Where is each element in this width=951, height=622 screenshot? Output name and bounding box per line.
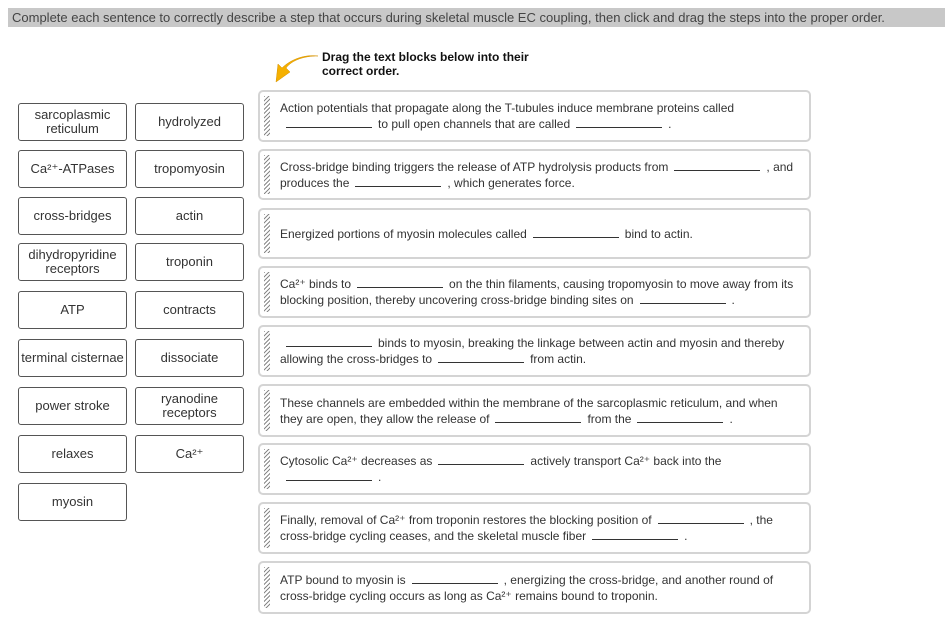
sentence-fragment: Finally, removal of Ca²⁺ from troponin restores the blocking position of: [280, 513, 652, 527]
sentence-block[interactable]: [258, 502, 811, 554]
drag-handle-icon[interactable]: [264, 96, 270, 136]
drag-handle-icon[interactable]: [264, 155, 270, 194]
answer-blank[interactable]: [674, 159, 760, 171]
answer-blank[interactable]: [286, 469, 372, 481]
sentence-text: [280, 159, 799, 191]
answer-blank[interactable]: [286, 335, 372, 347]
drag-handle-icon[interactable]: [264, 331, 270, 371]
sentence-fragment: ATP bound to myosin is: [280, 572, 406, 587]
sentence-text: [280, 395, 799, 427]
answer-blank[interactable]: [495, 411, 581, 423]
word-tile[interactable]: hydrolyzed: [135, 103, 244, 141]
answer-blank[interactable]: [286, 116, 372, 128]
answer-blank[interactable]: [533, 226, 619, 238]
answer-blank[interactable]: [357, 276, 443, 288]
word-tile[interactable]: relaxes: [18, 435, 127, 473]
sentence-fragment: .: [729, 411, 733, 426]
sentence-text: [280, 100, 799, 132]
sentence-fragment: , the cross-bridge cycling ceases, and the skeletal muscle fiber: [280, 513, 773, 543]
answer-blank[interactable]: [658, 512, 744, 524]
sentence-block[interactable]: [258, 90, 811, 142]
word-tile[interactable]: sarcoplasmic reticulum: [18, 103, 127, 141]
sentence-block[interactable]: [258, 384, 811, 437]
word-tile[interactable]: Ca²⁺: [135, 435, 244, 473]
sentence-fragment: Cross-bridge binding triggers the release of ATP hydrolysis products from: [280, 159, 669, 174]
drag-handle-icon[interactable]: [264, 567, 270, 608]
sentence-text: [280, 512, 799, 544]
sentence-text: [280, 335, 799, 367]
sentence-text: [280, 276, 799, 308]
drag-hint: Drag the text blocks below into their correct order.: [322, 50, 529, 78]
drag-handle-icon[interactable]: [264, 214, 270, 253]
drag-handle-icon[interactable]: [264, 272, 270, 312]
word-tile[interactable]: actin: [135, 197, 244, 235]
sentence-block[interactable]: [258, 325, 811, 377]
word-tile[interactable]: power stroke: [18, 387, 127, 425]
sentence-block[interactable]: [258, 149, 811, 200]
sentence-text: [280, 226, 693, 242]
sentence-fragment: binds to myosin, breaking the linkage between actin and myosin and thereby allowing the cross-bridges to: [280, 336, 785, 366]
word-tile[interactable]: dissociate: [135, 339, 244, 377]
sentence-text: [280, 453, 799, 485]
word-tile[interactable]: ATP: [18, 291, 127, 329]
sentence-fragment: from the: [587, 411, 632, 426]
sentence-fragment: .: [378, 470, 382, 484]
sentence-fragment: on the thin filaments, causing tropomyosin to move away from its blocking position, thereby uncovering cross-bridge binding sites on: [280, 277, 794, 307]
sentence-fragment: Ca²⁺ binds to: [280, 277, 352, 291]
word-tile[interactable]: terminal cisternae: [18, 339, 127, 377]
sentence-fragment: to pull open channels that are called: [378, 117, 571, 131]
answer-blank[interactable]: [576, 116, 662, 128]
sentence-block[interactable]: [258, 561, 811, 614]
drag-handle-icon[interactable]: [264, 449, 270, 489]
arrow-icon: [274, 52, 320, 84]
sentence-fragment: .: [731, 293, 735, 307]
sentence-fragment: Action potentials that propagate along the T-tubules induce membrane proteins called: [280, 101, 735, 115]
answer-blank[interactable]: [438, 351, 524, 363]
sentence-block[interactable]: [258, 266, 811, 318]
drag-handle-icon[interactable]: [264, 390, 270, 431]
word-tile[interactable]: myosin: [18, 483, 127, 521]
sentence-fragment: bind to actin.: [624, 226, 693, 241]
word-tile[interactable]: cross-bridges: [18, 197, 127, 235]
word-tile[interactable]: contracts: [135, 291, 244, 329]
sentence-text: [280, 572, 799, 604]
answer-blank[interactable]: [355, 175, 441, 187]
sentence-fragment: , which generates force.: [447, 175, 575, 190]
sentence-fragment: , energizing the cross-bridge, and another round of cross-bridge cycling occurs as long as Ca²⁺ remains bound to troponin.: [280, 572, 774, 603]
answer-blank[interactable]: [438, 453, 524, 465]
sentence-block[interactable]: [258, 443, 811, 495]
answer-blank[interactable]: [640, 292, 726, 304]
word-tile[interactable]: troponin: [135, 243, 244, 281]
sentence-block[interactable]: [258, 208, 811, 259]
word-tile[interactable]: ryanodine receptors: [135, 387, 244, 425]
sentence-fragment: .: [668, 117, 672, 131]
sentence-fragment: Energized portions of myosin molecules called: [280, 226, 527, 241]
answer-blank[interactable]: [637, 411, 723, 423]
word-tile[interactable]: dihydropyridine receptors: [18, 243, 127, 281]
sentence-fragment: Cytosolic Ca²⁺ decreases as: [280, 454, 433, 468]
drag-handle-icon[interactable]: [264, 508, 270, 548]
answer-blank[interactable]: [592, 528, 678, 540]
sentence-fragment: , and produces the: [280, 159, 794, 190]
sentence-fragment: .: [684, 529, 688, 543]
word-tile[interactable]: Ca²⁺-ATPases: [18, 150, 127, 188]
word-tile[interactable]: tropomyosin: [135, 150, 244, 188]
answer-blank[interactable]: [412, 572, 498, 584]
sentence-fragment: from actin.: [530, 352, 587, 366]
instructions: Complete each sentence to correctly describe a step that occurs during skeletal muscle EC coupling, then click and drag the steps into the proper order.: [8, 8, 945, 27]
sentence-fragment: actively transport Ca²⁺ back into the: [530, 454, 722, 468]
sentence-fragment: These channels are embedded within the membrane of the sarcoplasmic reticulum, and when they are open, they allow the release of: [280, 395, 778, 426]
